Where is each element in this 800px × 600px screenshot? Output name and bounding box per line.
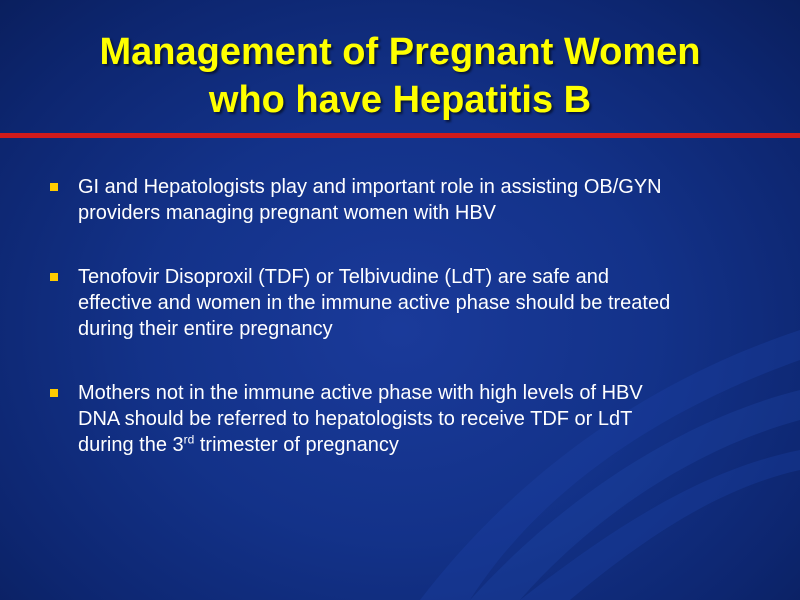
bullet-1-line-2: providers managing pregnant women with HBV xyxy=(78,202,496,224)
bullet-3-line-3 xyxy=(78,432,768,458)
square-bullet-icon xyxy=(50,389,58,397)
bullet-2-line-2: effective and women in the immune active phase should be treated xyxy=(78,292,671,314)
ordinal-superscript: rd xyxy=(183,432,195,447)
title-divider xyxy=(0,133,800,138)
bullet-2-line-1: Tenofovir Disoproxil (TDF) or Telbivudine (LdT) are safe and xyxy=(78,266,609,288)
slide-title xyxy=(0,28,800,124)
slide-title-line-2: who have Hepatitis B xyxy=(208,79,592,121)
bullet-item-3 xyxy=(48,380,768,458)
square-bullet-icon xyxy=(50,183,58,191)
bullet-1-line-1: GI and Hepatologists play and important role in assisting OB/GYN xyxy=(78,176,662,198)
bullet-3-line-2: DNA should be referred to hepatologists to receive TDF or LdT xyxy=(78,408,633,430)
bullet-item-2 xyxy=(48,264,768,342)
bullet-3-line-1: Mothers not in the immune active phase with high levels of HBV xyxy=(78,382,643,404)
square-bullet-icon xyxy=(50,273,58,281)
bullet-list xyxy=(48,174,768,496)
bullet-2-line-3: during their entire pregnancy xyxy=(78,318,333,340)
slide-title-line-1: Management of Pregnant Women xyxy=(99,31,701,73)
bullet-item-1 xyxy=(48,174,768,226)
bullet-3-line-3-post: trimester of pregnancy xyxy=(194,434,399,456)
bullet-3-line-3-pre: during the 3 xyxy=(78,434,184,456)
